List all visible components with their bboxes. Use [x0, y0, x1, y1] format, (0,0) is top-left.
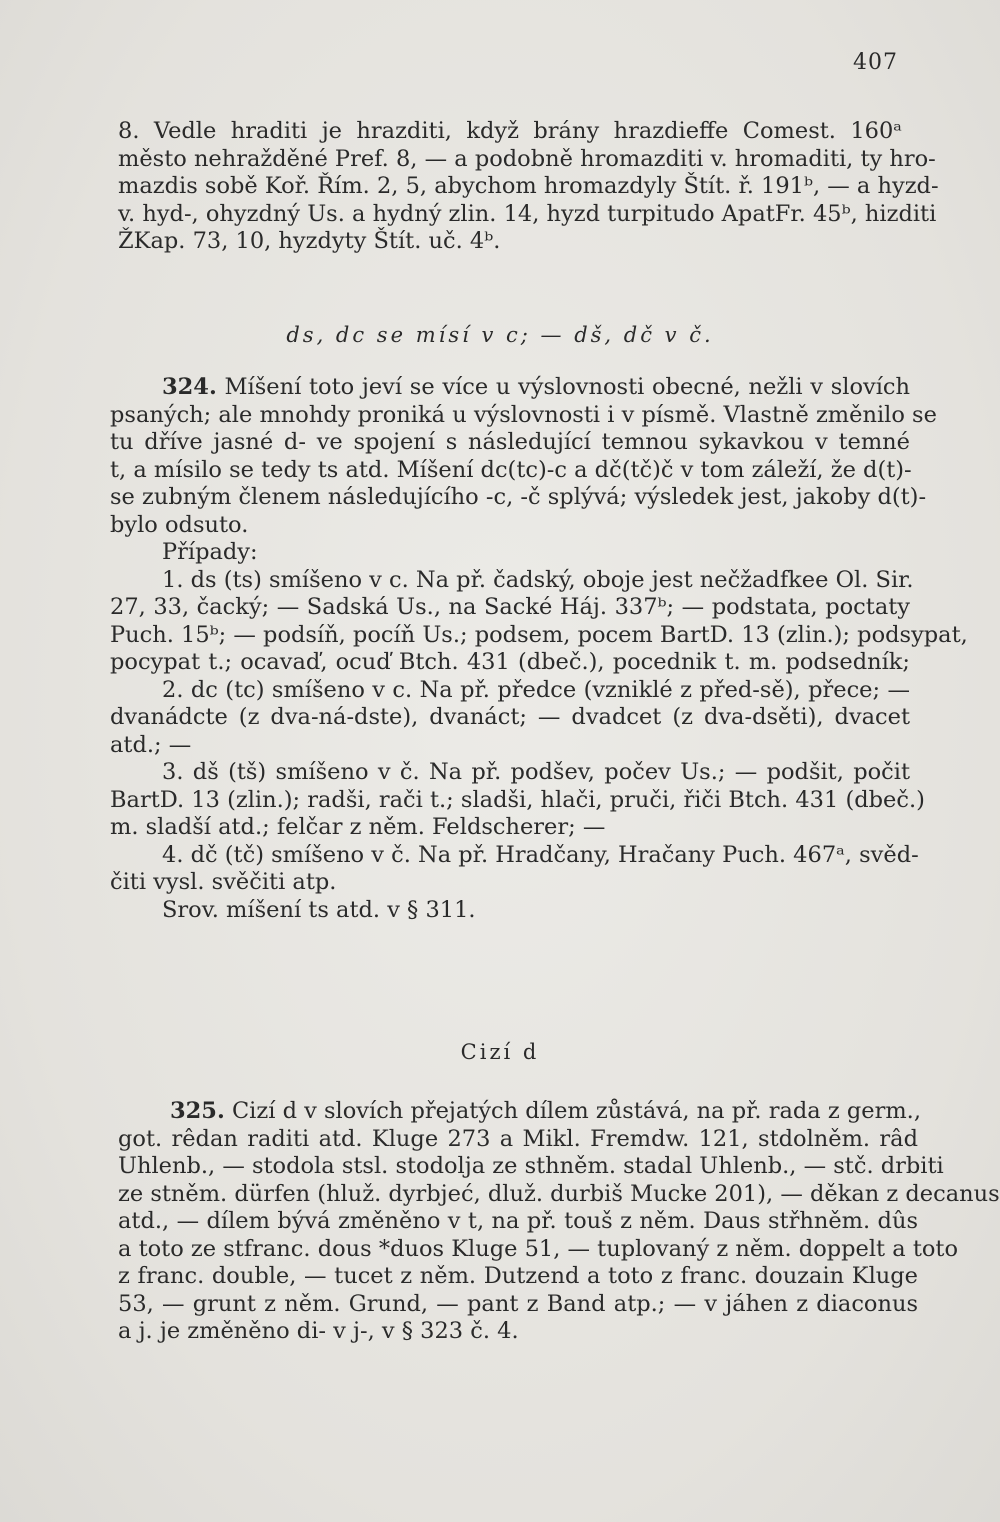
text-line: t, a mísilo se tedy ts atd. Míšení dc(tc)-c a dč(tč)č v tom záleží, že d(t)-: [110, 456, 912, 483]
text-line: 53, — grunt z něm. Grund, — pant z Band atp.; — v jáhen z diaconus: [118, 1290, 918, 1317]
case-line: m. sladší atd.; felčar z něm. Feldscherer; —: [110, 814, 606, 840]
case-line: Puch. 15ᵇ; — podsíň, pocíň Us.; podsem, pocem BartD. 13 (zlin.); podsypat,: [110, 621, 968, 648]
text-line: got. rêdan raditi atd. Kluge 273 a Mikl. Fremdw. 121, stdolněm. râd: [118, 1125, 918, 1152]
text-line: psaných; ale mnohdy proniká u výslovnosti i v písmě. Vlastně změnilo se: [110, 401, 937, 428]
case-line: dvanádcte (z dva-ná-dste), dvanáct; — dvadcet (z dva-dsěti), dvacet: [110, 704, 910, 730]
case-line: 3. dš (tš) smíšeno v č. Na př. podšev, počev Us.; — podšit, počit: [162, 759, 910, 785]
paragraph-325: [118, 1098, 1000, 1346]
text-line: se zubným členem následujícího -c, -č splývá; výsledek jest, jakoby d(t)-: [110, 484, 927, 510]
text-line: ŽKap. 73, 10, hyzdyty Štít. uč. 4ᵇ.: [118, 228, 501, 254]
paragraph-number: 325.: [170, 1098, 225, 1124]
paragraph-8: [118, 118, 939, 256]
case-line: 2. dc (tc) smíšeno v c. Na př. předce (vzniklé z před-sě), přece; —: [162, 676, 910, 703]
text-line: Uhlenb., — stodola stsl. stodolja ze sthněm. stadal Uhlenb., — stč. drbiti: [118, 1153, 944, 1179]
text-line: a toto ze stfranc. dous *duos Kluge 51, — tuplovaný z něm. doppelt a toto: [118, 1235, 958, 1262]
page-number: 407: [853, 50, 898, 75]
case-line: pocypat t.; ocavaď, ocuď Btch. 431 (dbeč.), pocednik t. m. podsedník;: [110, 649, 910, 675]
cases-label: Případy:: [162, 539, 258, 565]
case-line: 4. dč (tč) smíšeno v č. Na př. Hradčany, Hračany Puch. 467ᵃ, svěd-: [162, 841, 919, 868]
text-line: město nehražděné Pref. 8, — a podobně hromazditi v. hromaditi, ty hro-: [118, 145, 936, 172]
text-line: atd., — dílem bývá změněno v t, na př. touš z něm. Daus střhněm. dûs: [118, 1208, 918, 1234]
section-heading-cizi-d: Cizí d: [460, 1040, 540, 1064]
paragraph-number: 324.: [162, 374, 217, 400]
case-line: BartD. 13 (zlin.); radši, rači t.; sladši, hlači, pruči, řiči Btch. 431 (dbeč.): [110, 786, 925, 813]
text-line: mazdis sobě Koř. Řím. 2, 5, abychom hromazdyly Štít. ř. 191ᵇ, — a hyzd-: [118, 173, 939, 199]
text-line: tu dříve jasné d- ve spojení s následující temnou sykavkou v temné: [110, 429, 910, 455]
text-line: v. hyd-, ohyzdný Us. a hydný zlin. 14, hyzd turpitudo ApatFr. 45ᵇ, hizditi: [118, 200, 937, 227]
case-line: atd.; —: [110, 731, 192, 758]
text-line: Cizí d v slovích přejatých dílem zůstává, na př. rada z germ.,: [231, 1098, 921, 1124]
text-line: bylo odsuto.: [110, 511, 249, 538]
section-heading-ds-dc: ds, dc se mísí v c; — dš, dč v č.: [286, 323, 714, 347]
text-line: 8. Vedle hraditi je hrazditi, když brány hrazdieffe Comest. 160ᵃ: [118, 118, 902, 144]
paragraph-325-first-line: [118, 1098, 921, 1126]
see-also-line: Srov. míšení ts atd. v § 311.: [162, 896, 476, 923]
paragraph-324-first-line: [110, 374, 910, 402]
case-line: 27, 33, čacký; — Sadská Us., na Sacké Háj. 337ᵇ; — podstata, poctaty: [110, 594, 910, 620]
case-line: čiti vysl. svěčiti atp.: [110, 869, 337, 895]
text-line: Míšení toto jeví se více u výslovnosti obecné, nežli v slovích: [224, 374, 910, 400]
case-line: 1. ds (ts) smíšeno v c. Na př. čadský, oboje jest nečžadfkee Ol. Sir.: [162, 566, 914, 593]
text-line: z franc. double, — tucet z něm. Dutzend a toto z franc. douzain Kluge: [118, 1263, 918, 1289]
text-line: ze stněm. dürfen (hluž. dyrbjeć, dluž. durbiš Mucke 201), — děkan z decanus: [118, 1180, 1000, 1207]
paragraph-324: [110, 374, 968, 924]
text-line: a j. je změněno di- v j-, v § 323 č. 4.: [118, 1318, 519, 1344]
paragraph-8-text: [118, 118, 939, 256]
